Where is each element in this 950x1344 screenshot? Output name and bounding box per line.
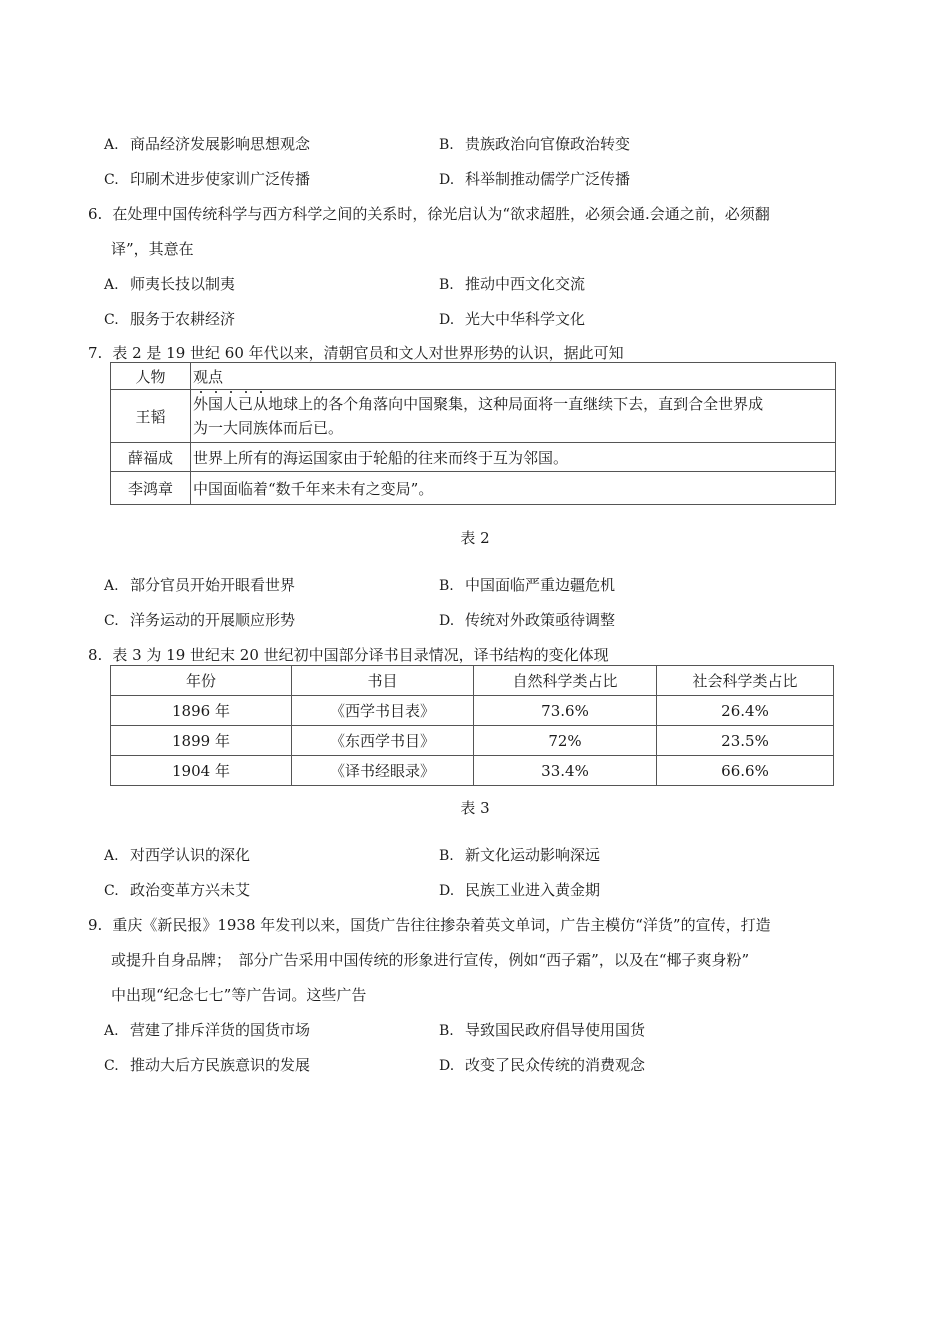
header-natural-science: 自然科学类占比 (474, 666, 657, 696)
table-2-caption: 表 2 (460, 529, 490, 547)
q6-stem (88, 203, 770, 224)
header-year: 年份 (111, 666, 292, 696)
q5-option-d[interactable] (439, 168, 630, 189)
q8-option-c[interactable] (104, 879, 250, 900)
q9-stem-line2: 或提升自身品牌； 部分广告采用中国传统的形象进行宣传，例如“西子霜”，以及在“椰子爽身粉” (111, 951, 750, 969)
option-text: 科举制推动儒学广泛传播 (465, 170, 631, 188)
option-label: A. (104, 137, 119, 153)
q5-option-b[interactable] (439, 133, 630, 154)
q6-option-a[interactable] (104, 273, 235, 294)
option-text: 推动大后方民族意识的发展 (130, 1056, 311, 1074)
option-text: 对西学认识的深化 (130, 846, 251, 864)
option-text: 改变了民众传统的消费观念 (465, 1056, 646, 1074)
option-label: C. (104, 1058, 119, 1074)
person-name: 王韬 (111, 390, 191, 443)
view-text: 地球上的各个角落向中国聚集，这种局面将一直继续下去，直到合全世界成 (268, 395, 764, 413)
option-text: 推动中西文化交流 (465, 275, 586, 293)
header-catalog: 书目 (292, 666, 474, 696)
table-header-row (111, 363, 836, 390)
header-person: 人物 (111, 363, 191, 390)
emphasis-char: 人 (223, 395, 239, 413)
option-label: B. (439, 137, 454, 153)
person-name: 李鸿章 (111, 472, 191, 505)
cell-natural-science: 33.4% (474, 756, 657, 786)
person-view: 世界上所有的海运国家由于轮船的往来而终于互为邻国。 (191, 443, 836, 472)
option-text: 中国面临严重边疆危机 (465, 576, 616, 594)
option-text: 洋务运动的开展顺应形势 (130, 611, 296, 629)
table-row (111, 756, 834, 786)
q7-option-b[interactable] (439, 574, 615, 595)
cell-year: 1896 年 (111, 696, 292, 726)
q7-option-c[interactable] (104, 609, 295, 630)
cell-year: 1899 年 (111, 726, 292, 756)
emphasis-char: 从 (253, 395, 269, 413)
cell-year: 1904 年 (111, 756, 292, 786)
table-header-row (111, 666, 834, 696)
q5-option-c[interactable] (104, 168, 310, 189)
q9-option-b[interactable] (439, 1019, 645, 1040)
option-text: 商品经济发展影响思想观念 (130, 135, 311, 153)
table-row (111, 443, 836, 472)
q6-stem-line1: 在处理中国传统科学与西方科学之间的关系时，徐光启认为“欲求超胜，必须会通.会通之前，必须翻 (112, 205, 770, 223)
emphasis-char: 外 (193, 395, 209, 413)
option-text: 师夷长技以制夷 (130, 275, 236, 293)
q9-number: 9. (88, 916, 103, 934)
option-label: D. (439, 172, 455, 188)
option-label: A. (104, 1023, 119, 1039)
person-name: 薛福成 (111, 443, 191, 472)
q6-option-d[interactable] (439, 308, 585, 329)
option-label: A. (104, 277, 119, 293)
option-label: D. (439, 883, 455, 899)
q8-option-a[interactable] (104, 844, 250, 865)
person-view: 中国面临着“数千年来未有之变局”。 (191, 472, 836, 505)
table-row (111, 696, 834, 726)
table-row (111, 726, 834, 756)
option-text: 新文化运动影响深远 (465, 846, 601, 864)
q8-number: 8. (88, 646, 103, 664)
option-label: A. (104, 578, 119, 594)
option-text: 政治变革方兴未艾 (130, 881, 251, 899)
q7-number: 7. (88, 344, 103, 362)
header-social-science: 社会科学类占比 (657, 666, 834, 696)
table-2 (110, 362, 836, 505)
option-text: 营建了排斥洋货的国货市场 (130, 1021, 311, 1039)
cell-social-science: 26.4% (657, 696, 834, 726)
option-label: C. (104, 312, 119, 328)
option-label: D. (439, 312, 455, 328)
table-row (111, 472, 836, 505)
view-text-line2: 为一大同族体而后已。 (193, 419, 344, 437)
q6-option-c[interactable] (104, 308, 235, 329)
emphasis-char: 国 (208, 395, 224, 413)
cell-catalog: 《东西学书目》 (292, 726, 474, 756)
cell-catalog: 《西学书目表》 (292, 696, 474, 726)
option-label: A. (104, 848, 119, 864)
q9-stem-line1: 重庆《新民报》1938 年发刊以来，国货广告往往掺杂着英文单词，广告主模仿“洋货”的宣传，打造 (112, 916, 771, 934)
option-label: C. (104, 613, 119, 629)
option-text: 传统对外政策亟待调整 (465, 611, 616, 629)
q7-option-a[interactable] (104, 574, 295, 595)
q9-stem-line3: 中出现“纪念七七”等广告词。这些广告 (111, 986, 367, 1004)
q9-stem (88, 914, 771, 935)
option-label: D. (439, 613, 455, 629)
q7-stem (88, 342, 624, 363)
q6-stem-line2: 译”，其意在 (111, 240, 194, 258)
table-row (111, 390, 836, 443)
q9-option-d[interactable] (439, 1054, 645, 1075)
emphasis-char: 已 (238, 395, 254, 413)
q8-option-d[interactable] (439, 879, 600, 900)
option-label: B. (439, 277, 454, 293)
cell-social-science: 23.5% (657, 726, 834, 756)
q9-option-c[interactable] (104, 1054, 310, 1075)
option-label: B. (439, 1023, 454, 1039)
cell-natural-science: 72% (474, 726, 657, 756)
q7-option-d[interactable] (439, 609, 615, 630)
cell-natural-science: 73.6% (474, 696, 657, 726)
option-label: B. (439, 578, 454, 594)
person-view (191, 390, 836, 443)
q8-stem-text: 表 3 为 19 世纪末 20 世纪初中国部分译书目录情况，译书结构的变化体现 (112, 646, 609, 664)
option-label: D. (439, 1058, 455, 1074)
q8-option-b[interactable] (439, 844, 600, 865)
option-text: 光大中华科学文化 (465, 310, 586, 328)
q8-stem (88, 644, 609, 665)
q5-option-a[interactable] (104, 133, 310, 154)
option-text: 民族工业进入黄金期 (465, 881, 601, 899)
table-3-caption: 表 3 (460, 799, 490, 817)
q6-option-b[interactable] (439, 273, 585, 294)
option-label: C. (104, 172, 119, 188)
option-text: 导致国民政府倡导使用国货 (465, 1021, 646, 1039)
cell-social-science: 66.6% (657, 756, 834, 786)
option-text: 印刷术进步使家训广泛传播 (130, 170, 311, 188)
q6-number: 6. (88, 205, 103, 223)
option-label: C. (104, 883, 119, 899)
header-view: 观点 (191, 363, 836, 390)
table-3 (110, 665, 834, 786)
q7-stem-text: 表 2 是 19 世纪 60 年代以来，清朝官员和文人对世界形势的认识，据此可知 (112, 344, 624, 362)
option-label: B. (439, 848, 454, 864)
cell-catalog: 《译书经眼录》 (292, 756, 474, 786)
q9-option-a[interactable] (104, 1019, 310, 1040)
option-text: 服务于农耕经济 (130, 310, 236, 328)
option-text: 贵族政治向官僚政治转变 (465, 135, 631, 153)
option-text: 部分官员开始开眼看世界 (130, 576, 296, 594)
